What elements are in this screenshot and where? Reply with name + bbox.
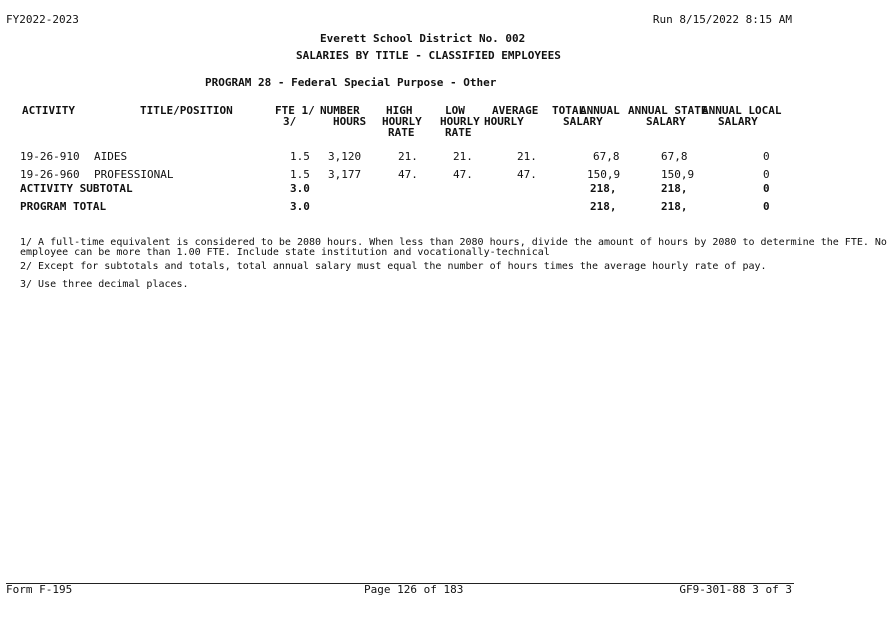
form-code: GF9-301-88 3 of 3 <box>679 583 792 596</box>
col-state-2: SALARY <box>646 115 686 128</box>
row-total: 150,9 <box>587 168 621 181</box>
col-avg-2: HOURLY <box>484 115 524 128</box>
footnote-3: 3/ Use three decimal places. <box>20 279 189 290</box>
col-high: HIGH <box>386 104 413 117</box>
program-total-local: 0 <box>763 200 770 213</box>
program-title: PROGRAM 28 - Federal Special Purpose - Other <box>205 76 497 89</box>
row-title: PROFESSIONAL <box>94 168 174 181</box>
col-high-3: RATE <box>388 126 415 139</box>
col-low-3: RATE <box>445 126 472 139</box>
subtotal-total: 218, <box>590 182 617 195</box>
col-local-2: SALARY <box>718 115 758 128</box>
col-hours-2: HOURS <box>333 115 367 128</box>
row-hours: 3,120 <box>328 150 362 163</box>
row-fte: 1.5 <box>290 168 310 181</box>
form-number: Form F-195 <box>6 583 73 596</box>
row-hours: 3,177 <box>328 168 362 181</box>
footnote-1-cont: employee can be more than 1.00 FTE. Include state institution and vocationally-technical <box>20 247 550 258</box>
col-state: ANNUAL STATE <box>628 104 708 117</box>
col-local: ANNUAL LOCAL <box>702 104 782 117</box>
footnote-2: 2/ Except for subtotals and totals, total annual salary must equal the number of hours times the average hourly rate of pay. <box>20 261 767 272</box>
run-timestamp: Run 8/15/2022 8:15 AM <box>652 13 792 26</box>
row-avg: 47. <box>517 168 537 181</box>
program-total-fte: 3.0 <box>290 200 310 213</box>
subtotal-state: 218, <box>661 182 688 195</box>
district-name: Everett School District No. 002 <box>320 32 526 45</box>
row-low: 47. <box>453 168 473 181</box>
col-total-3: SALARY <box>563 115 603 128</box>
program-total-state: 218, <box>661 200 688 213</box>
row-total: 67,8 <box>593 150 620 163</box>
row-high: 21. <box>398 150 418 163</box>
col-activity: ACTIVITY <box>22 104 75 117</box>
col-total: TOTAL <box>552 104 586 117</box>
page-number: Page 126 of 183 <box>364 583 464 596</box>
program-total-label: PROGRAM TOTAL <box>20 200 107 213</box>
subtotal-label: ACTIVITY SUBTOTAL <box>20 182 133 195</box>
col-hours: NUMBER <box>320 104 360 117</box>
row-state: 150,9 <box>661 168 695 181</box>
row-high: 47. <box>398 168 418 181</box>
program-total-total: 218, <box>590 200 617 213</box>
fiscal-year: FY2022-2023 <box>6 13 79 26</box>
subtotal-local: 0 <box>763 182 770 195</box>
row-title: AIDES <box>94 150 128 163</box>
row-avg: 21. <box>517 150 537 163</box>
col-fte-note: 3/ <box>283 115 297 128</box>
row-fte: 1.5 <box>290 150 310 163</box>
col-high-2: HOURLY <box>382 115 422 128</box>
row-state: 67,8 <box>661 150 688 163</box>
col-avg: AVERAGE <box>492 104 539 117</box>
report-title: SALARIES BY TITLE - CLASSIFIED EMPLOYEES <box>296 49 561 62</box>
col-low-2: HOURLY <box>440 115 480 128</box>
row-local: 0 <box>763 150 770 163</box>
row-low: 21. <box>453 150 473 163</box>
col-low: LOW <box>445 104 465 117</box>
footnote-1: 1/ A full-time equivalent is considered to be 2080 hours. When less than 2080 hours, divide the amount of hours by 2080 to determine the FTE. No <box>20 237 887 248</box>
col-fte: FTE 1/ <box>275 104 315 117</box>
col-total-2: ANNUAL <box>580 104 620 117</box>
subtotal-fte: 3.0 <box>290 182 310 195</box>
row-activity: 19-26-960 <box>20 168 80 181</box>
col-title-position: TITLE/POSITION <box>140 104 233 117</box>
row-activity: 19-26-910 <box>20 150 80 163</box>
row-local: 0 <box>763 168 770 181</box>
